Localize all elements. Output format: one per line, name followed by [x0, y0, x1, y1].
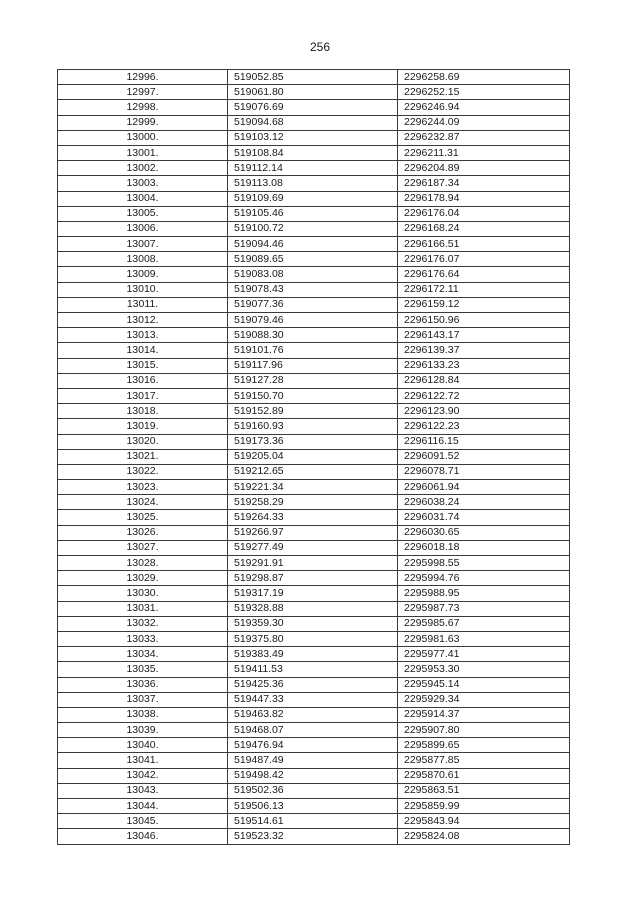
- table-row: [58, 206, 570, 221]
- table-row: [58, 328, 570, 343]
- y-coordinate-cell: 2296211.31: [398, 145, 570, 160]
- y-coordinate-cell: 2295987.73: [398, 601, 570, 616]
- y-coordinate-cell: 2295953.30: [398, 662, 570, 677]
- table-row: [58, 631, 570, 646]
- y-coordinate-cell: 2296166.51: [398, 237, 570, 252]
- x-coordinate-cell: 519266.97: [228, 525, 398, 540]
- x-coordinate-cell: 519113.08: [228, 176, 398, 191]
- y-coordinate-cell: 2295985.67: [398, 616, 570, 631]
- table-row: [58, 616, 570, 631]
- x-coordinate-cell: 519298.87: [228, 571, 398, 586]
- point-number-cell: 13034.: [58, 647, 228, 662]
- y-coordinate-cell: 2296258.69: [398, 70, 570, 85]
- y-coordinate-cell: 2296176.07: [398, 252, 570, 267]
- point-number-cell: 13038.: [58, 707, 228, 722]
- table-row: [58, 556, 570, 571]
- y-coordinate-cell: 2296232.87: [398, 130, 570, 145]
- y-coordinate-cell: 2295988.95: [398, 586, 570, 601]
- table-row: [58, 799, 570, 814]
- x-coordinate-cell: 519498.42: [228, 768, 398, 783]
- x-coordinate-cell: 519502.36: [228, 783, 398, 798]
- point-number-cell: 13045.: [58, 814, 228, 829]
- x-coordinate-cell: 519523.32: [228, 829, 398, 844]
- point-number-cell: 13002.: [58, 161, 228, 176]
- x-coordinate-cell: 519291.91: [228, 556, 398, 571]
- point-number-cell: 13044.: [58, 799, 228, 814]
- point-number-cell: 13017.: [58, 388, 228, 403]
- point-number-cell: 12997.: [58, 85, 228, 100]
- table-row: [58, 601, 570, 616]
- y-coordinate-cell: 2296150.96: [398, 313, 570, 328]
- x-coordinate-cell: 519077.36: [228, 297, 398, 312]
- y-coordinate-cell: 2296252.15: [398, 85, 570, 100]
- y-coordinate-cell: 2296176.64: [398, 267, 570, 282]
- x-coordinate-cell: 519103.12: [228, 130, 398, 145]
- table-row: [58, 768, 570, 783]
- point-number-cell: 13001.: [58, 145, 228, 160]
- point-number-cell: 13024.: [58, 495, 228, 510]
- y-coordinate-cell: 2295863.51: [398, 783, 570, 798]
- table-row: [58, 176, 570, 191]
- point-number-cell: 13009.: [58, 267, 228, 282]
- table-row: [58, 464, 570, 479]
- x-coordinate-cell: 519094.46: [228, 237, 398, 252]
- table-row: [58, 662, 570, 677]
- table-row: [58, 115, 570, 130]
- coordinates-table: [57, 69, 570, 845]
- x-coordinate-cell: 519506.13: [228, 799, 398, 814]
- table-row: [58, 525, 570, 540]
- table-row: [58, 252, 570, 267]
- y-coordinate-cell: 2295994.76: [398, 571, 570, 586]
- x-coordinate-cell: 519079.46: [228, 313, 398, 328]
- x-coordinate-cell: 519109.69: [228, 191, 398, 206]
- point-number-cell: 13012.: [58, 313, 228, 328]
- point-number-cell: 13019.: [58, 419, 228, 434]
- table-row: [58, 586, 570, 601]
- point-number-cell: 13039.: [58, 723, 228, 738]
- point-number-cell: 13042.: [58, 768, 228, 783]
- table-row: [58, 723, 570, 738]
- y-coordinate-cell: 2295929.34: [398, 692, 570, 707]
- y-coordinate-cell: 2295945.14: [398, 677, 570, 692]
- table-row: [58, 313, 570, 328]
- x-coordinate-cell: 519112.14: [228, 161, 398, 176]
- table-row: [58, 130, 570, 145]
- table-row: [58, 191, 570, 206]
- point-number-cell: 13007.: [58, 237, 228, 252]
- table-row: [58, 70, 570, 85]
- table-row: [58, 358, 570, 373]
- y-coordinate-cell: 2295877.85: [398, 753, 570, 768]
- table-row: [58, 692, 570, 707]
- y-coordinate-cell: 2296204.89: [398, 161, 570, 176]
- point-number-cell: 13011.: [58, 297, 228, 312]
- x-coordinate-cell: 519383.49: [228, 647, 398, 662]
- point-number-cell: 13003.: [58, 176, 228, 191]
- x-coordinate-cell: 519411.53: [228, 662, 398, 677]
- y-coordinate-cell: 2296176.04: [398, 206, 570, 221]
- table-row: [58, 829, 570, 844]
- table-row: [58, 449, 570, 464]
- table-row: [58, 388, 570, 403]
- coordinates-table-body: [58, 70, 570, 845]
- x-coordinate-cell: 519088.30: [228, 328, 398, 343]
- point-number-cell: 13028.: [58, 556, 228, 571]
- y-coordinate-cell: 2295977.41: [398, 647, 570, 662]
- x-coordinate-cell: 519487.49: [228, 753, 398, 768]
- x-coordinate-cell: 519127.28: [228, 373, 398, 388]
- y-coordinate-cell: 2296018.18: [398, 540, 570, 555]
- x-coordinate-cell: 519052.85: [228, 70, 398, 85]
- point-number-cell: 13015.: [58, 358, 228, 373]
- point-number-cell: 13040.: [58, 738, 228, 753]
- point-number-cell: 13037.: [58, 692, 228, 707]
- y-coordinate-cell: 2296122.72: [398, 388, 570, 403]
- x-coordinate-cell: 519150.70: [228, 388, 398, 403]
- point-number-cell: 13035.: [58, 662, 228, 677]
- table-row: [58, 753, 570, 768]
- table-row: [58, 571, 570, 586]
- point-number-cell: 13023.: [58, 480, 228, 495]
- y-coordinate-cell: 2295859.99: [398, 799, 570, 814]
- table-row: [58, 221, 570, 236]
- y-coordinate-cell: 2295824.08: [398, 829, 570, 844]
- x-coordinate-cell: 519117.96: [228, 358, 398, 373]
- table-row: [58, 267, 570, 282]
- table-row: [58, 237, 570, 252]
- point-number-cell: 13020.: [58, 434, 228, 449]
- y-coordinate-cell: 2296244.09: [398, 115, 570, 130]
- x-coordinate-cell: 519078.43: [228, 282, 398, 297]
- table-row: [58, 480, 570, 495]
- point-number-cell: 13013.: [58, 328, 228, 343]
- y-coordinate-cell: 2296038.24: [398, 495, 570, 510]
- x-coordinate-cell: 519221.34: [228, 480, 398, 495]
- table-row: [58, 404, 570, 419]
- table-row: [58, 282, 570, 297]
- x-coordinate-cell: 519152.89: [228, 404, 398, 419]
- x-coordinate-cell: 519105.46: [228, 206, 398, 221]
- point-number-cell: 13008.: [58, 252, 228, 267]
- y-coordinate-cell: 2296133.23: [398, 358, 570, 373]
- table-row: [58, 677, 570, 692]
- point-number-cell: 13018.: [58, 404, 228, 419]
- y-coordinate-cell: 2296246.94: [398, 100, 570, 115]
- x-coordinate-cell: 519160.93: [228, 419, 398, 434]
- x-coordinate-cell: 519205.04: [228, 449, 398, 464]
- point-number-cell: 13016.: [58, 373, 228, 388]
- x-coordinate-cell: 519100.72: [228, 221, 398, 236]
- x-coordinate-cell: 519359.30: [228, 616, 398, 631]
- y-coordinate-cell: 2296178.94: [398, 191, 570, 206]
- point-number-cell: 12999.: [58, 115, 228, 130]
- table-row: [58, 145, 570, 160]
- y-coordinate-cell: 2296159.12: [398, 297, 570, 312]
- x-coordinate-cell: 519468.07: [228, 723, 398, 738]
- table-row: [58, 707, 570, 722]
- y-coordinate-cell: 2296168.24: [398, 221, 570, 236]
- point-number-cell: 12996.: [58, 70, 228, 85]
- y-coordinate-cell: 2296128.84: [398, 373, 570, 388]
- x-coordinate-cell: 519258.29: [228, 495, 398, 510]
- point-number-cell: 13004.: [58, 191, 228, 206]
- x-coordinate-cell: 519277.49: [228, 540, 398, 555]
- x-coordinate-cell: 519101.76: [228, 343, 398, 358]
- x-coordinate-cell: 519328.88: [228, 601, 398, 616]
- x-coordinate-cell: 519212.65: [228, 464, 398, 479]
- point-number-cell: 13006.: [58, 221, 228, 236]
- point-number-cell: 13030.: [58, 586, 228, 601]
- table-row: [58, 434, 570, 449]
- table-row: [58, 343, 570, 358]
- point-number-cell: 13026.: [58, 525, 228, 540]
- x-coordinate-cell: 519083.08: [228, 267, 398, 282]
- x-coordinate-cell: 519173.36: [228, 434, 398, 449]
- x-coordinate-cell: 519108.84: [228, 145, 398, 160]
- point-number-cell: 13043.: [58, 783, 228, 798]
- x-coordinate-cell: 519425.36: [228, 677, 398, 692]
- y-coordinate-cell: 2296139.37: [398, 343, 570, 358]
- x-coordinate-cell: 519264.33: [228, 510, 398, 525]
- y-coordinate-cell: 2296187.34: [398, 176, 570, 191]
- x-coordinate-cell: 519375.80: [228, 631, 398, 646]
- point-number-cell: 13041.: [58, 753, 228, 768]
- point-number-cell: 13021.: [58, 449, 228, 464]
- x-coordinate-cell: 519089.65: [228, 252, 398, 267]
- y-coordinate-cell: 2295843.94: [398, 814, 570, 829]
- table-row: [58, 419, 570, 434]
- y-coordinate-cell: 2295870.61: [398, 768, 570, 783]
- point-number-cell: 13046.: [58, 829, 228, 844]
- y-coordinate-cell: 2295998.55: [398, 556, 570, 571]
- x-coordinate-cell: 519514.61: [228, 814, 398, 829]
- y-coordinate-cell: 2295899.65: [398, 738, 570, 753]
- table-row: [58, 161, 570, 176]
- x-coordinate-cell: 519447.33: [228, 692, 398, 707]
- table-row: [58, 495, 570, 510]
- point-number-cell: 13005.: [58, 206, 228, 221]
- point-number-cell: 12998.: [58, 100, 228, 115]
- point-number-cell: 13014.: [58, 343, 228, 358]
- x-coordinate-cell: 519061.80: [228, 85, 398, 100]
- y-coordinate-cell: 2296122.23: [398, 419, 570, 434]
- point-number-cell: 13022.: [58, 464, 228, 479]
- y-coordinate-cell: 2296091.52: [398, 449, 570, 464]
- y-coordinate-cell: 2295981.63: [398, 631, 570, 646]
- x-coordinate-cell: 519076.69: [228, 100, 398, 115]
- table-row: [58, 783, 570, 798]
- table-row: [58, 738, 570, 753]
- table-row: [58, 540, 570, 555]
- table-row: [58, 510, 570, 525]
- y-coordinate-cell: 2296030.65: [398, 525, 570, 540]
- table-row: [58, 814, 570, 829]
- y-coordinate-cell: 2295907.80: [398, 723, 570, 738]
- y-coordinate-cell: 2296143.17: [398, 328, 570, 343]
- point-number-cell: 13033.: [58, 631, 228, 646]
- point-number-cell: 13025.: [58, 510, 228, 525]
- point-number-cell: 13010.: [58, 282, 228, 297]
- table-row: [58, 85, 570, 100]
- point-number-cell: 13027.: [58, 540, 228, 555]
- point-number-cell: 13036.: [58, 677, 228, 692]
- x-coordinate-cell: 519463.82: [228, 707, 398, 722]
- y-coordinate-cell: 2296116.15: [398, 434, 570, 449]
- x-coordinate-cell: 519317.19: [228, 586, 398, 601]
- point-number-cell: 13029.: [58, 571, 228, 586]
- point-number-cell: 13032.: [58, 616, 228, 631]
- table-row: [58, 373, 570, 388]
- x-coordinate-cell: 519094.68: [228, 115, 398, 130]
- point-number-cell: 13000.: [58, 130, 228, 145]
- y-coordinate-cell: 2296172.11: [398, 282, 570, 297]
- point-number-cell: 13031.: [58, 601, 228, 616]
- y-coordinate-cell: 2295914.37: [398, 707, 570, 722]
- y-coordinate-cell: 2296061.94: [398, 480, 570, 495]
- y-coordinate-cell: 2296031.74: [398, 510, 570, 525]
- x-coordinate-cell: 519476.94: [228, 738, 398, 753]
- y-coordinate-cell: 2296123.90: [398, 404, 570, 419]
- page-number: 256: [309, 40, 331, 54]
- table-row: [58, 647, 570, 662]
- y-coordinate-cell: 2296078.71: [398, 464, 570, 479]
- table-row: [58, 100, 570, 115]
- table-row: [58, 297, 570, 312]
